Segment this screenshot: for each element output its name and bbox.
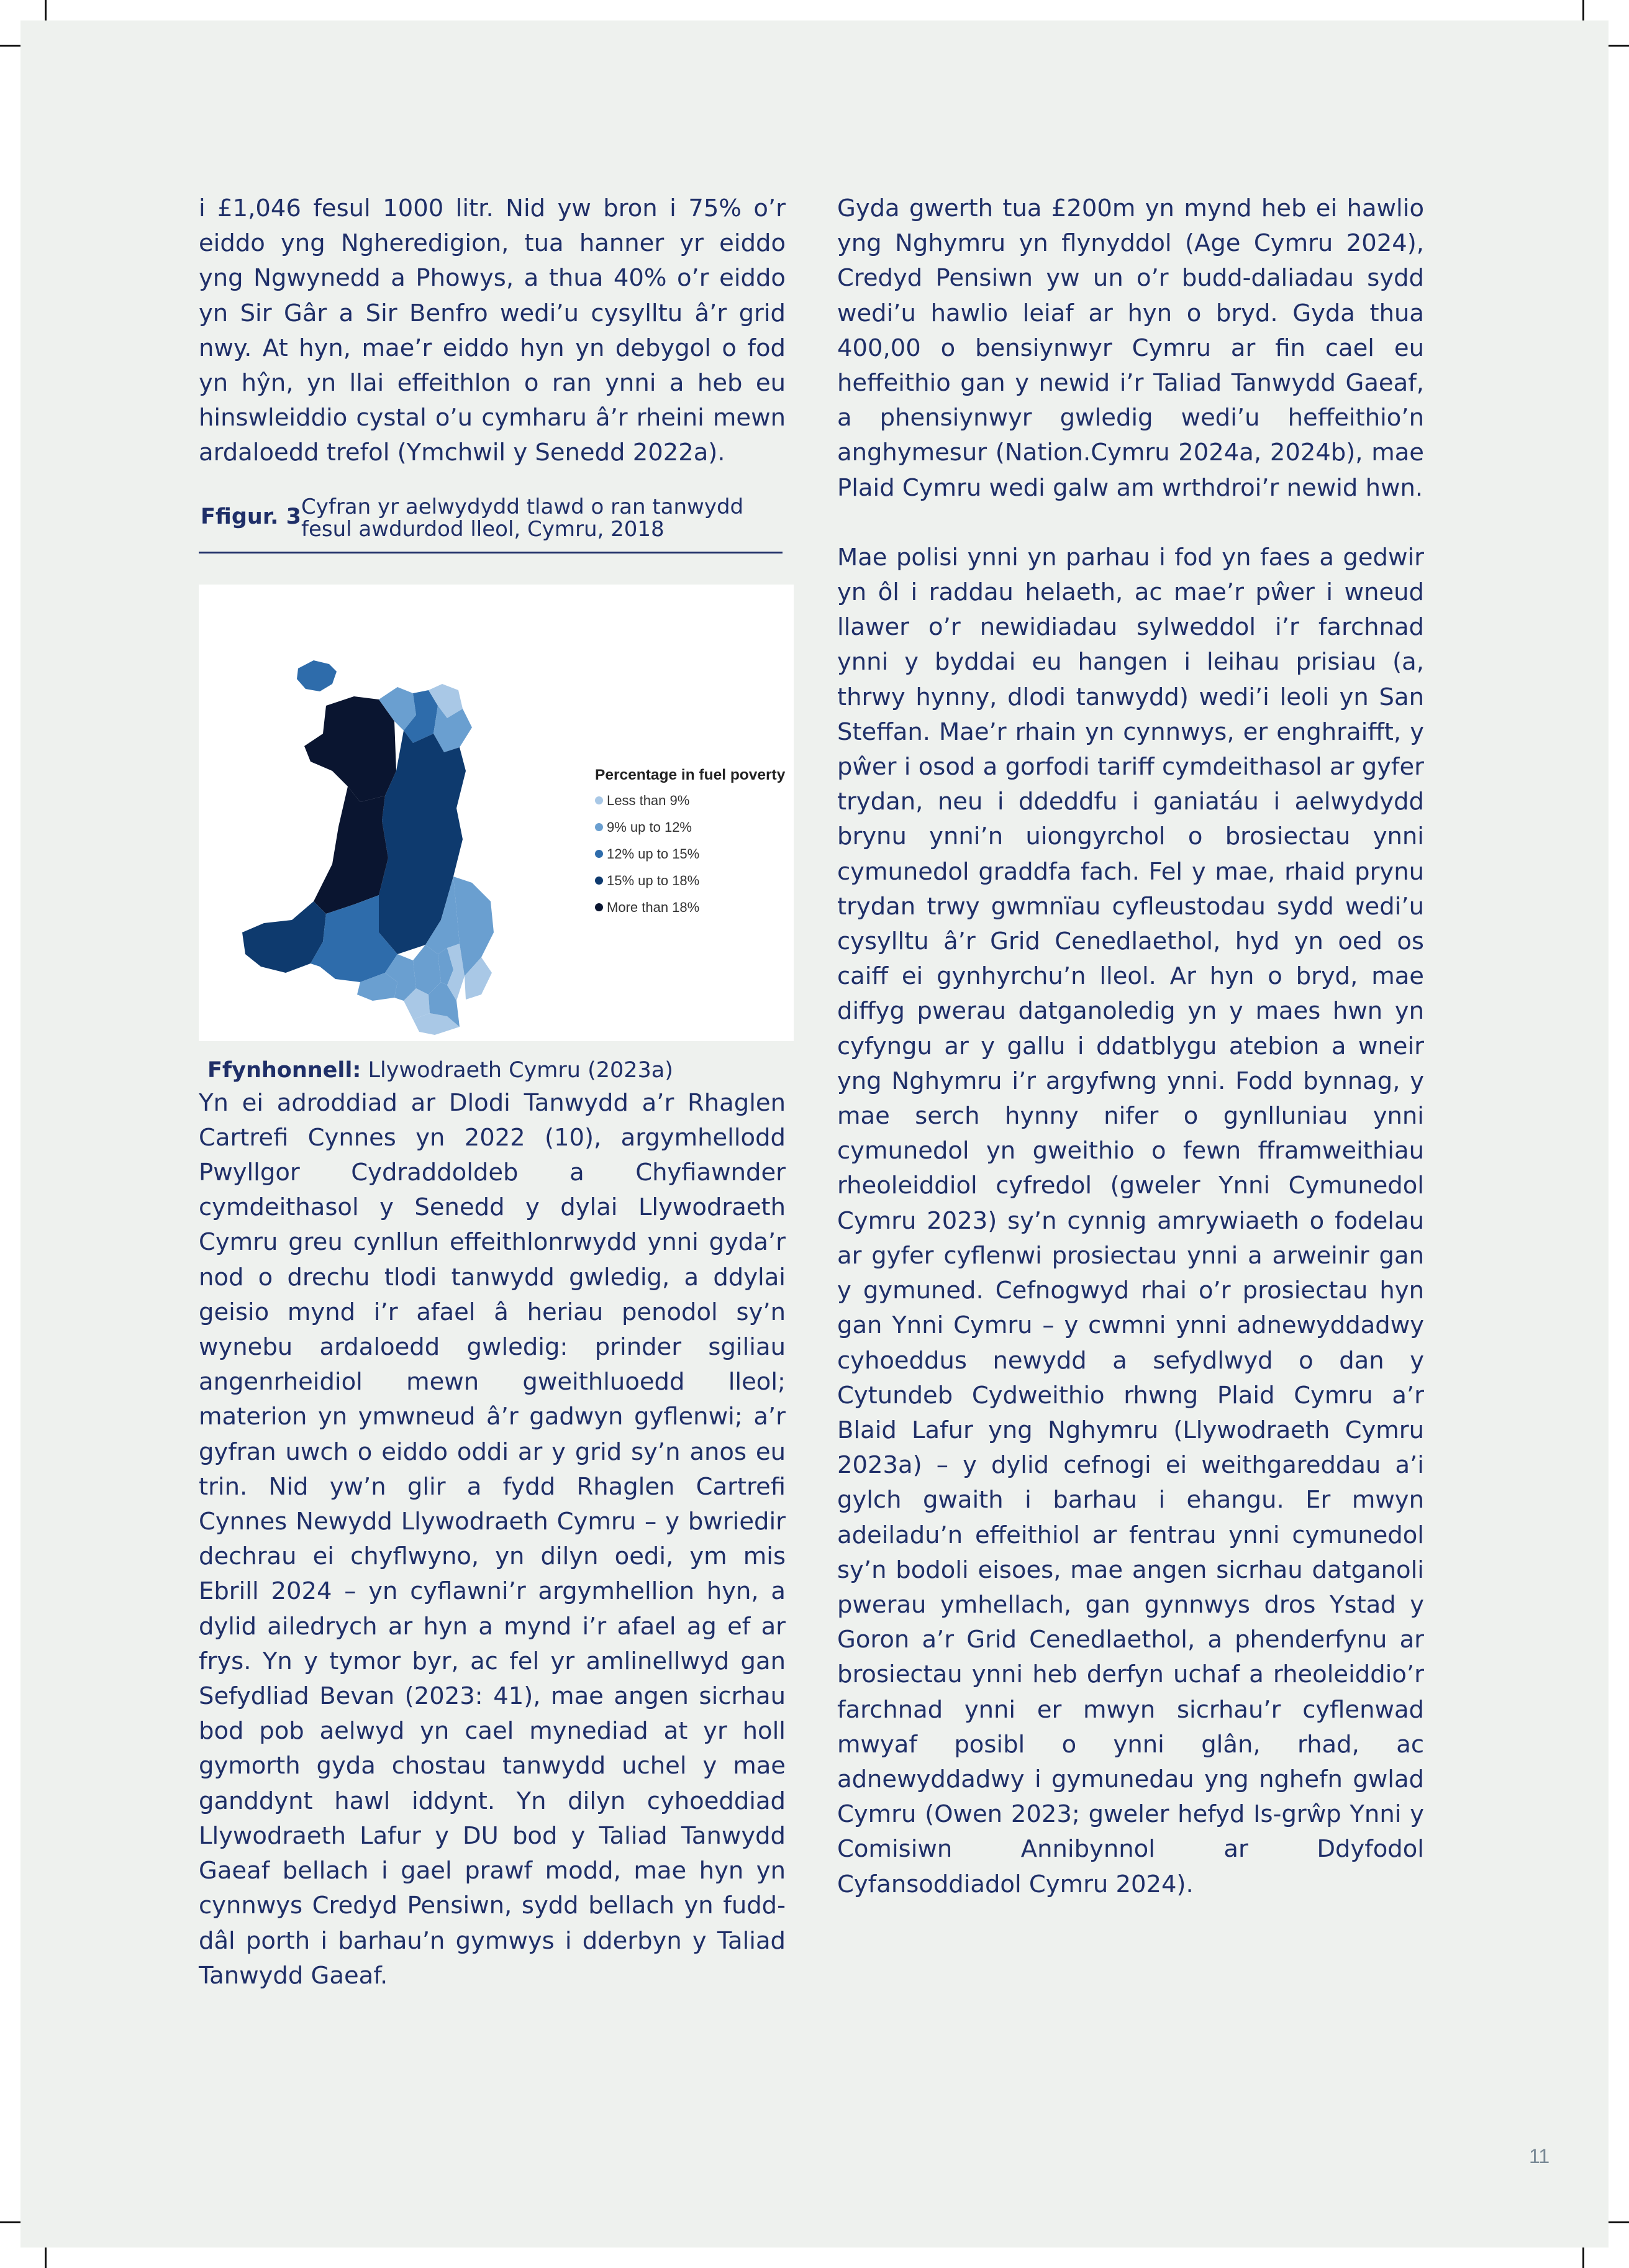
crop-mark bbox=[1605, 45, 1629, 47]
legend-dot bbox=[595, 903, 603, 911]
legend-item bbox=[595, 814, 785, 840]
fuel-poverty-map bbox=[199, 585, 794, 1041]
region-ceredigion bbox=[314, 786, 388, 914]
legend-label: 12% up to 15% bbox=[607, 845, 700, 862]
legend-item bbox=[595, 894, 785, 921]
crop-mark bbox=[1582, 2244, 1584, 2268]
figure-label: Ffigur. 3 bbox=[201, 504, 301, 529]
figure-source bbox=[199, 1055, 786, 1086]
legend-item bbox=[595, 787, 785, 814]
legend-item bbox=[595, 867, 785, 894]
region-anglesey bbox=[297, 660, 337, 691]
paragraph-top-left: i £1,046 fesul 1000 litr. Nid yw bron i 75% o’r eiddo yng Ngheredigion, tua hanner yr eiddo yng Ngwynedd a Phowys, a thua 40% o’r eiddo yn Sir Gâr a Sir Benfro wedi’u cysylltu â’r grid nwy. At hyn, mae’r eiddo hyn yn debygol o fod yn hŷn, yn llai effeithlon o ran ynni a heb eu hinswleiddio cystal o’u cymharu â’r rheini mewn ardaloedd trefol (Ymchwil y Senedd 2022a). bbox=[199, 194, 786, 467]
legend-dot bbox=[595, 796, 603, 804]
crop-mark bbox=[1605, 2221, 1629, 2223]
legend-dot bbox=[595, 823, 603, 831]
legend-label: Less than 9% bbox=[607, 792, 690, 808]
figure-title bbox=[301, 496, 786, 540]
page-number: 11 bbox=[1529, 2145, 1550, 2167]
legend-label: 9% up to 12% bbox=[607, 819, 692, 835]
region-gwynedd bbox=[304, 696, 396, 802]
legend-dot bbox=[595, 850, 603, 858]
figure-caption bbox=[199, 496, 783, 553]
paragraph-right-2: Mae polisi ynni yn parhau i fod yn faes a gedwir yn ôl i raddau helaeth, ac mae’r pŵer i wneud llawer o’r newidiadau sylweddol i’r farchnad ynni y byddai eu hangen i leihau prisiau (a, thrwy hynny, dlodi tanwydd) wedi’i leoli yn San Steffan. Mae’r rhain yn cynnwys, er enghraifft, y pŵer i osod a gorfodi tariff cymdeithasol ar gyfer trydan, neu i ddeddfu i ganiatáu i aelwydydd brynu ynni’n uiongyrchol o brosiectau ynni cymunedol graddfa fach. Fel y mae, rhaid prynu trydan trwy gwmnïau cyfleustodau sydd wedi’u cysylltu â’r Grid Cenedlaethol, hyd yn oed os caiff ei gynhyrchu’n lleol. Ar hyn o bryd, mae diffyg pwerau datganoledig yn y maes hwn yn cyfyngu ar y gallu i ddatblygu atebion a wneir yng Nghymru i’r argyfwng ynni. Fodd bynnag, y mae serch hynny nifer o gynlluniau ynni cymunedol yn gweithio o fewn fframweithiau rheoleiddiol cyfredol (gweler Ynni Cymunedol Cymru 2023) sy’n cynnig amrywiaeth o fodelau ar gyfer cyflenwi prosiectau ynni a arweinir gan y gymuned. Cefnogwyd rhai o’r prosiectau hyn gan Ynni Cymru – y cwmni ynni adnewyddadwy cyhoeddus newydd a sefydlwyd o dan y Cytundeb Cydweithio rhwng Plaid Cymru a’r Blaid Lafur yng Nghymru (Llywodraeth Cymru 2023a) – y dylid cefnogi ei weithgareddau a’i gylch gwaith i barhau i ehangu. Er mwyn adeiladu’n effeithiol ar fentrau ynni cymunedol sy’n bodoli eisoes, mae angen sicrhau datganoli pwerau ymhellach, gan gynnwys dros Ystad y Goron a’r Grid Cenedlaethol, a phenderfynu ar brosiectau ynni heb derfyn uchaf a rheoleiddio’r farchnad ynni er mwyn sicrhau’r cyflenwad mwyaf posibl o ynni glân, rhad, ac adnewyddadwy i gymunedau yng nghefn gwlad Cymru (Owen 2023; gweler hefyd Is-grŵp Ynni y Comisiwn Annibynnol ar Ddyfodol Cyfansoddiadol Cymru 2024). bbox=[837, 543, 1424, 1898]
source-label: Ffynhonnell: bbox=[207, 1057, 361, 1083]
map-legend bbox=[595, 766, 785, 921]
paragraph-bottom-left: Yn ei adroddiad ar Dlodi Tanwydd a’r Rhaglen Cartrefi Cynnes yn 2022 (10), argymhellodd Pwyllgor Cydraddoldeb a Chyfiawnder cymdeithasol y Senedd y dylai Llywodraeth Cymru greu cynllun effeithlonrwydd ynni gyda’r nod o drechu tlodi tanwydd gwledig, a ddylai geisio mynd i’r afael â heriau penodol sy’n wynebu ardaloedd gwledig: prinder sgiliau angenrheidiol mewn gweithluoedd lleol; materion yn ymwneud â’r gadwyn gyflenwi; a’r gyfran uwch o eiddo oddi ar y grid sy’n anos eu trin. Nid yw’n glir a fydd Rhaglen Cartrefi Cynnes Newydd Llywodraeth Cymru – y bwriedir dechrau ei chyflwyno, yn dilyn oedi, ym mis Ebrill 2024 – yn cyflawni’r argymhellion hyn, a dylid ailedrych ar hyn a mynd i’r afael ag ef ar frys. Yn y tymor byr, ac fel yr amlinellwyd gan Sefydliad Bevan (2023: 41), mae angen sicrhau bod pob aelwyd yn cael mynediad at yr holl gymorth gyda chostau tanwydd uchel y mae ganddynt hawl iddynt. Yn dilyn cyhoeddiad Llywodraeth Lafur y DU bod y Taliad Tanwydd Gaeaf bellach i gael prawf modd, mae hyn yn cynnwys Credyd Pensiwn, sydd bellach yn fudd-dâl porth i barhau’n gymwys i dderbyn y Taliad Tanwydd Gaeaf. bbox=[199, 1088, 786, 1990]
left-column bbox=[199, 191, 786, 1993]
legend-label: More than 18% bbox=[607, 899, 700, 915]
legend-item bbox=[595, 840, 785, 867]
figure-title-line-2: fesul awdurdod lleol, Cymru, 2018 bbox=[301, 516, 665, 542]
figure-title-line-1: Cyfran yr aelwydydd tlawd o ran tanwydd bbox=[301, 494, 744, 519]
crop-mark bbox=[45, 2244, 47, 2268]
legend-title: Percentage in fuel poverty bbox=[595, 766, 786, 783]
right-column bbox=[837, 191, 1424, 1902]
legend-dot bbox=[595, 877, 603, 885]
paragraph-gap bbox=[837, 506, 1424, 540]
paragraph-right-1: Gyda gwerth tua £200m yn mynd heb ei hawlio yng Nghymru yn flynyddol (Age Cymru 2024), Credyd Pensiwn yw un o’r budd-daliadau sydd wedi’u hawlio leiaf ar hyn o bryd. Gyda thua 400,00 o bensiynwyr Cymru ar fin cael eu heffeithio gan y newid i’r Taliad Tanwydd Gaeaf, a phensiynwyr gwledig wedi’u heffeithio’n anghymesur (Nation.Cymru 2024a, 2024b), mae Plaid Cymru wedi galw am wrthdroi’r newid hwn. bbox=[837, 194, 1424, 502]
source-text: Llywodraeth Cymru (2023a) bbox=[361, 1057, 673, 1083]
legend-label: 15% up to 18% bbox=[607, 872, 700, 888]
